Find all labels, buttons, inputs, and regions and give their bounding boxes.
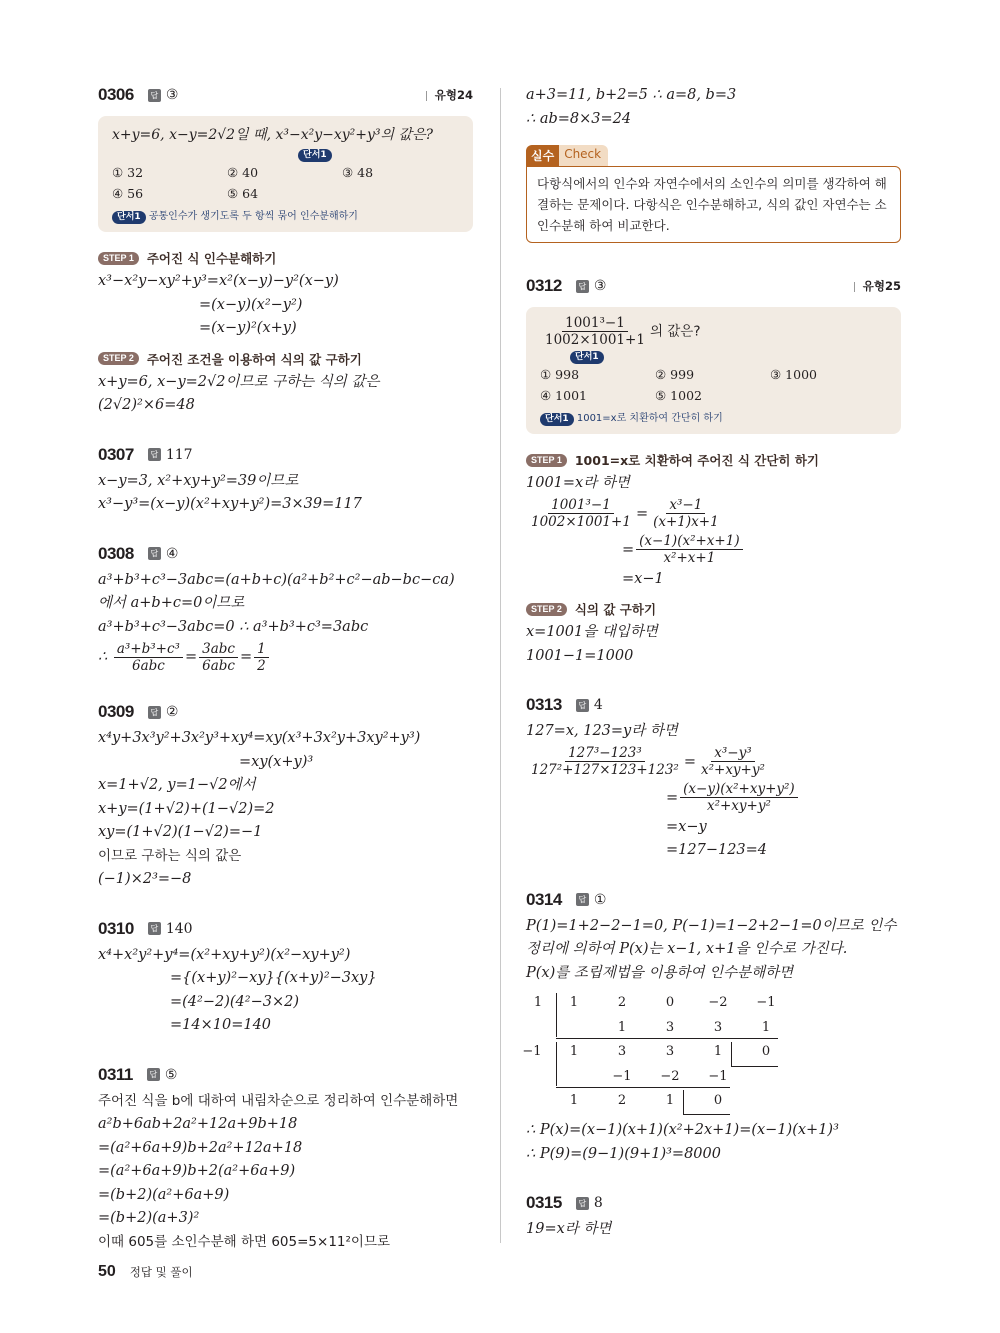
- step-title: 주어진 식 인수분해하기: [146, 251, 277, 266]
- step-title: 1001=x로 치환하여 주어진 식 간단히 하기: [574, 453, 819, 468]
- solution-line: x−y=3, x²+xy+y²=39이므로: [98, 472, 299, 489]
- choices: [540, 364, 887, 406]
- answer-value: ③: [165, 87, 179, 103]
- fraction: $\frac{\text{x³−1}}{(x+1)x+1}$: [653, 497, 719, 530]
- fraction: $\frac{\text{(x−1)(x²+x+1)}}{\text{x²+x+1}}$: [636, 533, 742, 566]
- step-1: [526, 448, 901, 472]
- choice-3: ③ 48: [342, 165, 374, 180]
- hint-badge: 단서1: [540, 413, 574, 426]
- hint-line: [540, 409, 887, 426]
- solution-line: =xy(x+y)³: [239, 753, 314, 770]
- solution-line: a²b+6ab+2a²+12a+9b+18: [98, 1116, 298, 1132]
- solution-line: =(b+2)(a²+6a+9): [98, 1186, 230, 1203]
- fraction: $\frac{1}{2}$: [254, 641, 269, 674]
- check-tab-label: 실수: [526, 145, 559, 166]
- problem-number: 0313: [526, 695, 562, 714]
- answer-value: 4: [593, 697, 603, 713]
- solution-line: x=1001을 대입하면: [526, 624, 658, 640]
- answer-icon: 답: [576, 1197, 589, 1210]
- fraction: $\frac{\text{x³−y³}}{\text{x²+xy+y²}}$: [700, 745, 765, 778]
- answer-value: ③: [593, 278, 607, 294]
- fraction: $\frac{\text{(x−y)(x²+xy+y²)}}{\text{x²+xy+y²}}$: [680, 781, 798, 814]
- answer-icon: 답: [576, 699, 589, 712]
- solution-line: P(1)=1+2−2−1=0, P(−1)=1−2+2−1=0이므로 인수: [526, 917, 897, 934]
- solution-fraction-line: = $\frac{\text{(x−y)(x²+xy+y²)}}{\text{x²+xy+y²}}$: [526, 780, 901, 816]
- solution-line: ∴ ab=8×3=24: [526, 110, 632, 127]
- step-badge: STEP 2: [98, 352, 139, 365]
- answer-icon: 답: [148, 706, 161, 719]
- choice-4: ④ 1001: [540, 388, 587, 403]
- fraction: $\frac{\text{a³+b³+c³}}{\text{6abc}}$: [114, 641, 183, 674]
- fraction: $\frac{\text{127³−123³}}{\text{127²+127×123+123²}}$: [531, 745, 679, 778]
- choice-1: ① 32: [112, 165, 144, 180]
- hint-text: 공통인수가 생기도록 두 항씩 묶어 인수분해하기: [148, 211, 358, 222]
- problem-number: 0306: [98, 85, 134, 104]
- solution-line: x+y=6, x−y=2√2이므로 구하는 식의 값은: [98, 373, 380, 390]
- synthetic-division-table: 1 1 2 0 −2 −1 1 3 3 1 −1 1 3 3 1 0 −1 −2 −1 1 2 1 0: [526, 991, 796, 1111]
- solution-line: ∴ P(x)=(x−1)(x+1)(x²+2x+1)=(x−1)(x+1)³: [526, 1122, 839, 1138]
- choice-5: ⑤ 1002: [655, 388, 702, 403]
- problem-number: 0314: [526, 889, 562, 909]
- hint-badge: 단서1: [570, 351, 604, 364]
- solution-line: =x−y: [666, 818, 707, 835]
- solution-line: 이므로 구하는 식의 값은: [98, 847, 242, 864]
- problem-number: 0311: [98, 1064, 133, 1084]
- solution-line: 127=x, 123=y라 하면: [526, 723, 678, 739]
- section-label: 정답 및 풀이: [129, 1265, 193, 1279]
- problem-header-0315: [526, 1188, 901, 1218]
- solution-line: (2√2)²×6=48: [98, 397, 195, 413]
- problem-header-0307: [98, 440, 473, 470]
- page-number: 50: [98, 1263, 116, 1280]
- step-title: 주어진 조건을 이용하여 식의 값 구하기: [146, 351, 362, 367]
- type-tag: 유형24: [426, 87, 473, 103]
- step-badge: STEP 2: [526, 603, 567, 616]
- question-text: x+y=6, x−y=2√2일 때, x³−x²y−xy²+y³의 값은?: [112, 127, 434, 143]
- solution-line: 에서 a+b+c=0이므로: [98, 595, 245, 611]
- choice-3: ③ 1000: [770, 367, 817, 382]
- check-tab: [526, 145, 608, 166]
- solution-line: a+3=11, b+2=5 ∴ a=8, b=3: [526, 87, 737, 103]
- solution-line: =(x−y)(x²−y²): [199, 296, 303, 313]
- problem-header-0312: [526, 271, 901, 301]
- solution-line: P(x)를 조립제법을 이용하여 인수분해하면: [526, 964, 794, 981]
- answer-icon: 답: [576, 893, 589, 906]
- solution-line: =(a²+6a+9)b+2(a²+6a+9): [98, 1163, 296, 1179]
- solution-line: =(b+2)(a+3)²: [98, 1210, 200, 1226]
- solution-line: x³−y³=(x−y)(x²+xy+y²)=3×39=117: [98, 496, 362, 512]
- mistake-check-box: [526, 145, 901, 243]
- solution-line: =x−1: [622, 570, 664, 587]
- answer-icon: 답: [148, 89, 161, 102]
- choice-1: ① 998: [540, 367, 580, 382]
- column-divider: [500, 88, 501, 1243]
- problem-number: 0308: [98, 543, 134, 563]
- choice-5: ⑤ 64: [227, 186, 259, 201]
- answer-value: ④: [165, 545, 179, 562]
- answer-icon: 답: [147, 1068, 160, 1081]
- answer-icon: 답: [148, 547, 161, 560]
- answer-value: ②: [165, 704, 179, 720]
- answer-icon: 답: [148, 448, 161, 461]
- solution-line: =(a²+6a+9)b+2a²+12a+18: [98, 1139, 303, 1156]
- solution-line: x⁴y+3x³y²+3x²y³+xy⁴=xy(x³+3x²y+3xy²+y³): [98, 730, 421, 746]
- problem-number: 0310: [98, 918, 134, 938]
- step-2: [526, 597, 901, 621]
- solution-line: xy=(1+√2)(1−√2)=−1: [98, 824, 263, 840]
- answer-value: ①: [593, 891, 607, 908]
- answer-value: 117: [165, 446, 193, 463]
- solution-line: 1001=x라 하면: [526, 475, 630, 491]
- check-text: 다항식에서의 인수와 자연수에서의 소인수의 의미를 생각하여 해결하는 문제이다. 다항식은 인수분해하고, 식의 값인 자연수는 소인수분해 하여 비교한다.: [526, 166, 901, 243]
- solution-line: ={(x+y)²−xy}{(x+y)²−3xy}: [170, 970, 377, 986]
- problem-number: 0307: [98, 444, 134, 464]
- answer-icon: 답: [148, 922, 161, 935]
- question-text: $\frac{\text{1001³−1}}{1002\times 1001+1}$ 의 값은?: [540, 315, 887, 348]
- check-tab-title: Check: [559, 145, 608, 166]
- page-footer: [98, 1263, 193, 1281]
- therefore-symbol: ∴: [98, 649, 108, 665]
- hint-badge: 단서1: [112, 211, 146, 224]
- answer-value: 8: [593, 1195, 603, 1211]
- solution-line: 1001−1=1000: [526, 647, 634, 664]
- answer-value: 140: [165, 920, 193, 937]
- problem-header-0306: [98, 80, 473, 110]
- problem-header-0313: [526, 690, 901, 720]
- step-1: [98, 246, 473, 270]
- problem-number: 0315: [526, 1193, 562, 1212]
- answer-value: ⑤: [164, 1066, 178, 1083]
- fraction: $\frac{\text{3abc}}{\text{6abc}}$: [199, 641, 238, 674]
- question-fraction: $\frac{\text{1001³−1}}{1002\times 1001+1}$: [545, 315, 645, 348]
- hint-text: 1001=x로 치환하여 간단히 하기: [576, 413, 723, 424]
- solution-line: x=1+√2, y=1−√2에서: [98, 777, 256, 793]
- problem-header-0314: [526, 885, 901, 915]
- choice-4: ④ 56: [112, 186, 144, 201]
- solution-line: =14×10=140: [170, 1017, 272, 1033]
- choice-2: ② 40: [227, 165, 259, 180]
- solution-line: =(4²−2)(4²−3×2): [170, 993, 299, 1010]
- solution-fraction-line: = $\frac{\text{(x−1)(x²+x+1)}}{\text{x²+x+1}}$: [526, 532, 901, 568]
- problem-header-0309: [98, 697, 473, 727]
- fraction: $\frac{\text{1001³−1}}{1002\times 1001+1}$: [531, 497, 631, 530]
- problem-number: 0312: [526, 276, 562, 295]
- solution-line: a³+b³+c³−3abc=(a+b+c)(a²+b²+c²−ab−bc−ca): [98, 571, 455, 588]
- solution-line: a³+b³+c³−3abc=0 ∴ a³+b³+c³=3abc: [98, 618, 369, 635]
- solution-line: 주어진 식을 b에 대하여 내림차순으로 정리하여 인수분해하면: [98, 1092, 459, 1109]
- solution-line: 이때 605를 소인수분해 하면 605=5×11²이므로: [98, 1233, 391, 1250]
- answer-icon: 답: [576, 280, 589, 293]
- solution-line: =(x−y)²(x+y): [199, 320, 297, 336]
- choices: [112, 162, 459, 204]
- solution-line: x³−x²y−xy²+y³=x²(x−y)−y²(x−y): [98, 273, 339, 289]
- solution-line: 19=x라 하면: [526, 1221, 612, 1237]
- solution-line: 정리에 의하여 P(x)는 x−1, x+1을 인수로 가진다.: [526, 941, 848, 957]
- solution-line: =127−123=4: [666, 842, 768, 858]
- hint-line: [112, 207, 459, 224]
- problem-header-0308: [98, 539, 473, 569]
- hint-badge: 단서1: [298, 149, 332, 162]
- problem-header-0311: [98, 1060, 473, 1090]
- step-badge: STEP 1: [526, 454, 567, 467]
- step-badge: STEP 1: [98, 252, 139, 265]
- problem-header-0310: [98, 914, 473, 944]
- solution-line: (−1)×2³=−8: [98, 871, 192, 887]
- right-column: [522, 80, 901, 1242]
- problem-number: 0309: [98, 702, 134, 721]
- type-tag: 유형25: [854, 278, 901, 294]
- step-title: 식의 값 구하기: [574, 602, 657, 617]
- solution-fraction-line: $\frac{\text{1001³−1}}{1002\times 1001+1}$ = $\frac{\text{x³−1}}{(x+1)x+1}$: [526, 496, 901, 532]
- choice-2: ② 999: [655, 367, 695, 382]
- solution-fraction-line: $\frac{\text{127³−123³}}{\text{127²+127×123+123²}}$ = $\frac{\text{x³−y³}}{\text{x²+xy+y²}}$: [526, 744, 901, 780]
- solution-line: x⁴+x²y²+y⁴=(x²+xy+y²)(x²−xy+y²): [98, 946, 351, 963]
- step-2: [98, 347, 473, 371]
- left-column: [98, 80, 473, 1254]
- question-box-0312: [526, 307, 901, 434]
- solution-fraction-line: ∴ $\frac{\text{a³+b³+c³}}{\text{6abc}}$ = $\frac{\text{3abc}}{\text{6abc}}$ = $\frac{1}{2}$: [98, 639, 473, 675]
- solution-line: ∴ P(9)=(9−1)(9+1)³=8000: [526, 1145, 721, 1162]
- question-box-0306: [98, 116, 473, 232]
- solution-line: x+y=(1+√2)+(1−√2)=2: [98, 800, 275, 817]
